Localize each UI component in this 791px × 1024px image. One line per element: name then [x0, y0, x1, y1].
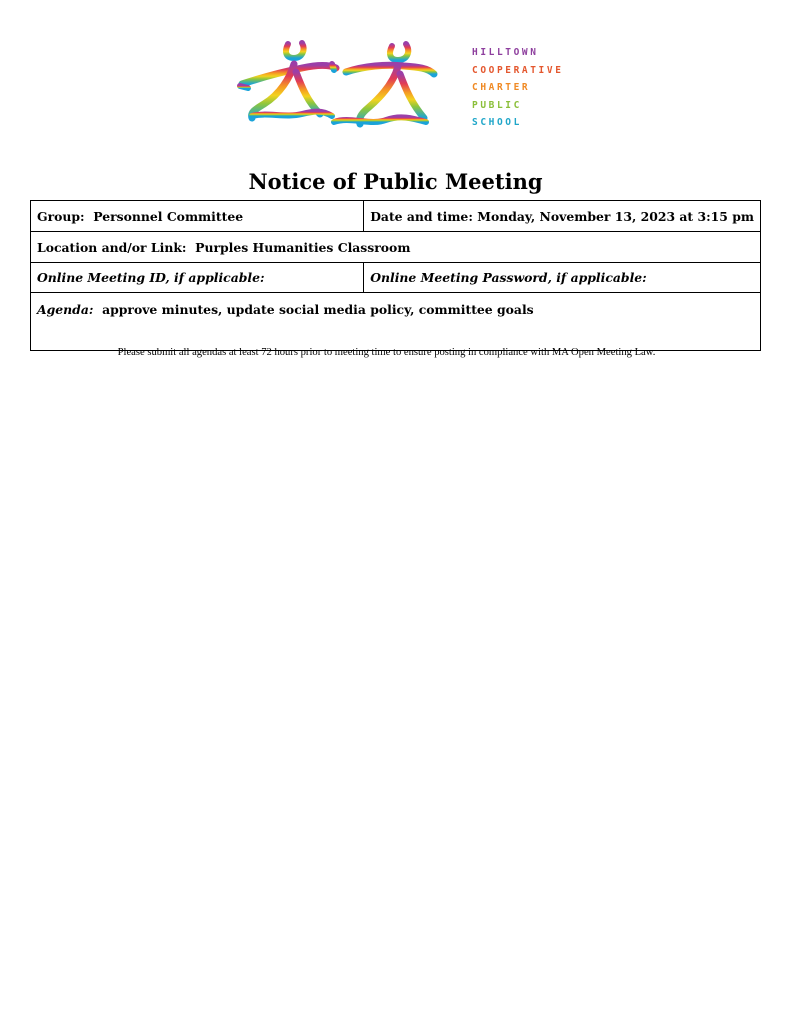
group-label: Group: [37, 208, 85, 224]
school-name-wordmark [472, 44, 564, 132]
page-title: Notice of Public Meeting [248, 169, 543, 194]
table-row [31, 293, 761, 351]
table-row [31, 232, 761, 263]
location-label: Location and/or Link: [37, 239, 187, 255]
table-row [31, 263, 761, 293]
school-logo [236, 38, 576, 130]
wordmark-line: COOPERATIVE [472, 64, 564, 76]
group-cell [31, 201, 364, 232]
datetime-value: Monday, November 13, 2023 at 3:15 pm [477, 208, 754, 224]
meeting-password-label: Online Meeting Password, if applicable: [370, 270, 647, 285]
meeting-password-cell [364, 263, 761, 293]
meeting-id-cell [31, 263, 364, 293]
table-row [31, 201, 761, 232]
two-dancing-figures-rainbow-logo [236, 38, 448, 130]
wordmark-line: PUBLIC [472, 99, 522, 111]
agenda-cell [31, 293, 761, 351]
location-cell [31, 232, 761, 263]
agenda-value: approve minutes, update social media policy, committee goals [102, 302, 534, 317]
datetime-label: Date and time: [370, 208, 473, 224]
wordmark-line: SCHOOL [472, 117, 522, 128]
location-value: Purples Humanities Classroom [195, 239, 411, 255]
meeting-notice-table [30, 200, 761, 351]
wordmark-line: HILLTOWN [472, 47, 539, 58]
datetime-cell [364, 201, 761, 232]
submission-footnote: Please submit all agendas at least 72 hours prior to meeting time to ensure posting in compliance with MA Open Meeting Law. [117, 347, 656, 358]
agenda-label: Agenda: [37, 302, 94, 317]
meeting-id-label: Online Meeting ID, if applicable: [37, 270, 265, 285]
wordmark-line: CHARTER [472, 82, 531, 93]
group-value: Personnel Committee [93, 208, 244, 224]
